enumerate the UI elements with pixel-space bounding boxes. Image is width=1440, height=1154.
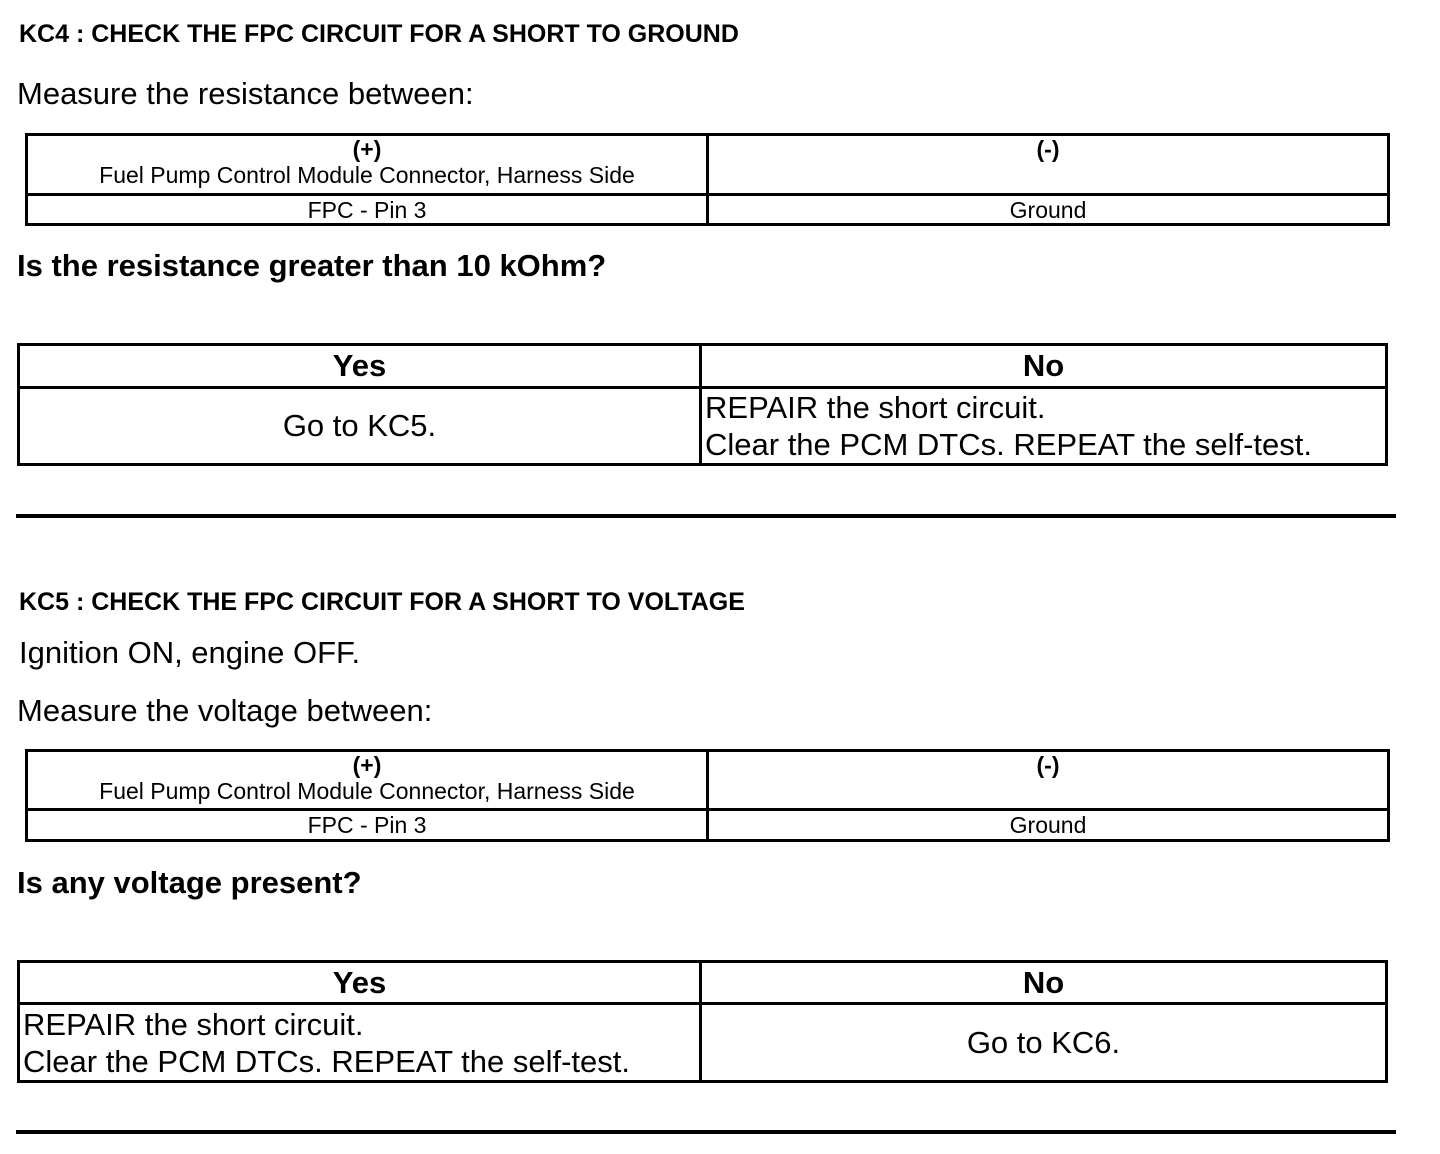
kc5-no-header: No [701,962,1387,1004]
kc5-yes-line2: Clear the PCM DTCs. REPEAT the self-test. [23,1043,630,1079]
kc5-yes-action [19,1004,701,1082]
kc5-plus-value: FPC - Pin 3 [27,810,708,841]
kc4-instruction: Measure the resistance between: [17,76,474,111]
kc4-answer-table [17,343,1388,466]
kc4-minus-header [708,135,1389,195]
kc5-heading: KC5 : CHECK THE FPC CIRCUIT FOR A SHORT TO VOLTAGE [19,588,745,616]
kc4-yes-action: Go to KC5. [19,388,701,465]
kc5-minus-header [708,751,1389,810]
minus-symbol: (-) [1036,752,1060,778]
plus-symbol: (+) [352,752,382,778]
plus-description: Fuel Pump Control Module Connector, Harness Side [99,162,635,188]
kc4-no-header: No [701,345,1387,388]
kc4-yes-header: Yes [19,345,701,388]
kc5-instruction-1: Ignition ON, engine OFF. [19,635,361,670]
kc4-plus-header [27,135,708,195]
kc4-plus-value: FPC - Pin 3 [27,195,708,225]
section-divider [16,1130,1396,1134]
kc5-minus-value: Ground [708,810,1389,841]
kc5-plus-header [27,751,708,810]
kc4-minus-value: Ground [708,195,1389,225]
kc4-heading: KC4 : CHECK THE FPC CIRCUIT FOR A SHORT TO GROUND [19,20,739,48]
kc4-question: Is the resistance greater than 10 kOhm? [17,248,607,283]
kc4-measure-table [25,133,1390,226]
plus-description: Fuel Pump Control Module Connector, Harness Side [99,778,635,804]
kc5-no-action: Go to KC6. [701,1004,1387,1082]
kc4-no-line2: Clear the PCM DTCs. REPEAT the self-test. [705,427,1312,462]
kc5-answer-table [17,960,1388,1083]
minus-symbol: (-) [1036,136,1060,162]
section-divider [16,514,1396,518]
kc5-yes-line1: REPAIR the short circuit. [23,1006,364,1042]
kc4-no-action [701,388,1387,465]
kc5-yes-header: Yes [19,962,701,1004]
kc5-measure-table [25,749,1390,842]
plus-symbol: (+) [352,136,382,162]
kc5-instruction-2: Measure the voltage between: [17,693,433,728]
kc5-question: Is any voltage present? [17,865,362,900]
kc4-no-line1: REPAIR the short circuit. [705,390,1046,425]
